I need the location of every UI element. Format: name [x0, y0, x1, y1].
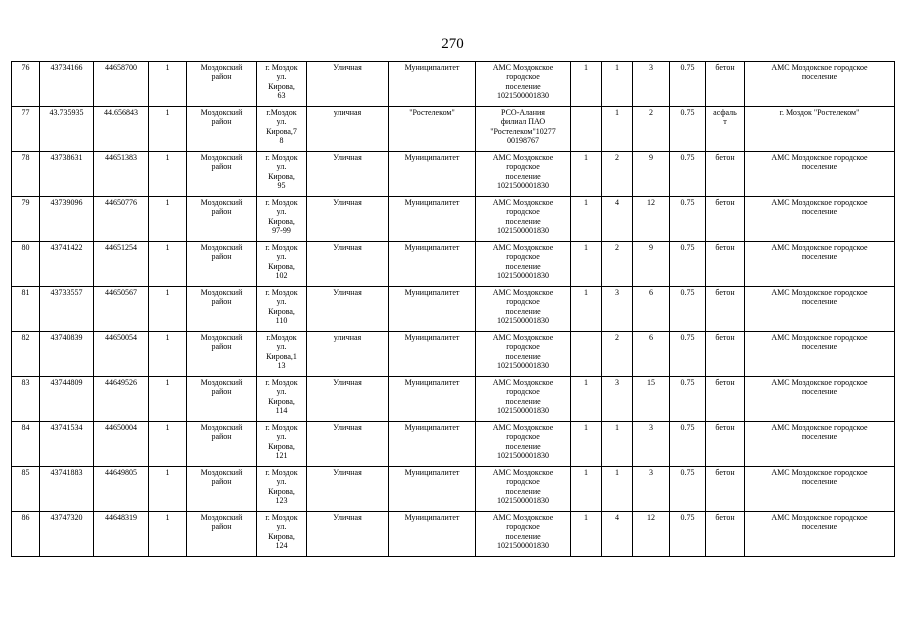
table-row [12, 242, 895, 287]
cell-index: 86 [12, 512, 40, 557]
cell-latitude: 43741883 [40, 467, 94, 512]
cell-owner-category: Муниципалитет [389, 512, 476, 557]
cell-value-c: 6 [633, 287, 670, 332]
cell-volume: 0.75 [670, 467, 706, 512]
cell-address: г. Моздок ул. Кирова, 114 [257, 377, 307, 422]
cell-longitude: 44650567 [94, 287, 149, 332]
cell-type: Уличная [307, 197, 389, 242]
cell-owner-category: Муниципалитет [389, 152, 476, 197]
cell-value-b: 1 [602, 422, 633, 467]
cell-value-c: 12 [633, 197, 670, 242]
page-number: 270 [441, 36, 464, 52]
cell-latitude: 43734166 [40, 62, 94, 107]
cell-owner-category: "Ростелеком" [389, 107, 476, 152]
cell-address: г. Моздок ул. Кирова, 110 [257, 287, 307, 332]
cell-owner: АМС Моздокское городское поселение 1021500001830 [476, 332, 571, 377]
cell-district: Моздокский район [187, 107, 257, 152]
cell-type: Уличная [307, 422, 389, 467]
cell-latitude: 43744809 [40, 377, 94, 422]
cell-latitude: 43741534 [40, 422, 94, 467]
cell-value-c: 9 [633, 242, 670, 287]
cell-district: Моздокский район [187, 197, 257, 242]
cell-index: 81 [12, 287, 40, 332]
cell-value-a: 1 [571, 377, 602, 422]
cell-responsible: АМС Моздокское городское поселение [745, 287, 895, 332]
cell-responsible: АМС Моздокское городское поселение [745, 62, 895, 107]
cell-index: 85 [12, 467, 40, 512]
cell-latitude: 43738631 [40, 152, 94, 197]
cell-address: г. Моздок ул. Кирова, 124 [257, 512, 307, 557]
cell-surface: бетон [706, 422, 745, 467]
cell-volume: 0.75 [670, 332, 706, 377]
cell-index: 79 [12, 197, 40, 242]
cell-address: г. Моздок ул. Кирова, 97-99 [257, 197, 307, 242]
cell-longitude: 44648319 [94, 512, 149, 557]
cell-count: 1 [149, 377, 187, 422]
cell-district: Моздокский район [187, 152, 257, 197]
cell-value-a: 1 [571, 152, 602, 197]
cell-owner-category: Муниципалитет [389, 287, 476, 332]
cell-latitude: 43739096 [40, 197, 94, 242]
cell-longitude: 44658700 [94, 62, 149, 107]
cell-count: 1 [149, 242, 187, 287]
cell-type: Уличная [307, 152, 389, 197]
cell-owner-category: Муниципалитет [389, 197, 476, 242]
cell-count: 1 [149, 512, 187, 557]
cell-owner-category: Муниципалитет [389, 422, 476, 467]
table-row [12, 107, 895, 152]
cell-value-b: 1 [602, 467, 633, 512]
cell-owner: РСО-Алания филиал ПАО "Ростелеком"10277 00198767 [476, 107, 571, 152]
cell-owner-category: Муниципалитет [389, 242, 476, 287]
cell-address: г.Моздок ул. Кирова,1 13 [257, 332, 307, 377]
cell-owner: АМС Моздокское городское поселение 1021500001830 [476, 512, 571, 557]
cell-longitude: 44651383 [94, 152, 149, 197]
cell-volume: 0.75 [670, 287, 706, 332]
cell-owner-category: Муниципалитет [389, 377, 476, 422]
cell-owner-category: Муниципалитет [389, 467, 476, 512]
cell-volume: 0.75 [670, 512, 706, 557]
table-row [12, 512, 895, 557]
cell-value-a: 1 [571, 197, 602, 242]
cell-surface: бетон [706, 152, 745, 197]
cell-type: Уличная [307, 377, 389, 422]
cell-surface: бетон [706, 467, 745, 512]
cell-count: 1 [149, 467, 187, 512]
cell-latitude: 43.735935 [40, 107, 94, 152]
cell-longitude: 44649805 [94, 467, 149, 512]
cell-longitude: 44650776 [94, 197, 149, 242]
cell-surface: бетон [706, 197, 745, 242]
cell-volume: 0.75 [670, 107, 706, 152]
cell-count: 1 [149, 332, 187, 377]
cell-longitude: 44651254 [94, 242, 149, 287]
cell-responsible: г. Моздок "Ростелеком" [745, 107, 895, 152]
cell-count: 1 [149, 107, 187, 152]
cell-count: 1 [149, 197, 187, 242]
cell-value-b: 4 [602, 197, 633, 242]
cell-longitude: 44650054 [94, 332, 149, 377]
cell-type: Уличная [307, 287, 389, 332]
cell-count: 1 [149, 287, 187, 332]
cell-value-b: 2 [602, 332, 633, 377]
cell-value-c: 3 [633, 62, 670, 107]
cell-latitude: 43747320 [40, 512, 94, 557]
cell-district: Моздокский район [187, 377, 257, 422]
cell-index: 76 [12, 62, 40, 107]
table-row [12, 62, 895, 107]
cell-index: 80 [12, 242, 40, 287]
cell-index: 82 [12, 332, 40, 377]
cell-value-c: 9 [633, 152, 670, 197]
cell-value-b: 2 [602, 152, 633, 197]
cell-value-a: 1 [571, 242, 602, 287]
cell-type: Уличная [307, 242, 389, 287]
cell-responsible: АМС Моздокское городское поселение [745, 332, 895, 377]
cell-volume: 0.75 [670, 377, 706, 422]
cell-district: Моздокский район [187, 512, 257, 557]
cell-responsible: АМС Моздокское городское поселение [745, 422, 895, 467]
cell-owner: АМС Моздокское городское поселение 1021500001830 [476, 287, 571, 332]
cell-type: Уличная [307, 512, 389, 557]
cell-volume: 0.75 [670, 242, 706, 287]
table-row [12, 197, 895, 242]
cell-index: 84 [12, 422, 40, 467]
cell-responsible: АМС Моздокское городское поселение [745, 377, 895, 422]
cell-value-b: 2 [602, 242, 633, 287]
cell-value-c: 6 [633, 332, 670, 377]
cell-value-c: 15 [633, 377, 670, 422]
cell-value-b: 3 [602, 377, 633, 422]
cell-district: Моздокский район [187, 467, 257, 512]
cell-value-a: 1 [571, 512, 602, 557]
cell-owner-category: Муниципалитет [389, 62, 476, 107]
cell-address: г. Моздок ул. Кирова, 63 [257, 62, 307, 107]
cell-index: 77 [12, 107, 40, 152]
cell-volume: 0.75 [670, 422, 706, 467]
cell-owner: АМС Моздокское городское поселение 1021500001830 [476, 377, 571, 422]
cell-surface: бетон [706, 242, 745, 287]
table-row [12, 152, 895, 197]
cell-volume: 0.75 [670, 62, 706, 107]
cell-value-c: 3 [633, 422, 670, 467]
cell-address: г. Моздок ул. Кирова, 102 [257, 242, 307, 287]
table-row [12, 422, 895, 467]
cell-type: Уличная [307, 467, 389, 512]
cell-responsible: АМС Моздокское городское поселение [745, 152, 895, 197]
cell-responsible: АМС Моздокское городское поселение [745, 197, 895, 242]
cell-value-a: 1 [571, 287, 602, 332]
cell-value-a: 1 [571, 62, 602, 107]
cell-type: уличная [307, 332, 389, 377]
cell-latitude: 43733557 [40, 287, 94, 332]
cell-type: Уличная [307, 62, 389, 107]
cell-responsible: АМС Моздокское городское поселение [745, 512, 895, 557]
cell-address: г. Моздок ул. Кирова, 123 [257, 467, 307, 512]
cell-address: г. Моздок ул. Кирова, 95 [257, 152, 307, 197]
registry-table [11, 61, 895, 557]
cell-longitude: 44.656843 [94, 107, 149, 152]
cell-longitude: 44650004 [94, 422, 149, 467]
cell-district: Моздокский район [187, 422, 257, 467]
cell-surface: бетон [706, 62, 745, 107]
table-row [12, 287, 895, 332]
cell-value-b: 3 [602, 287, 633, 332]
cell-index: 83 [12, 377, 40, 422]
cell-district: Моздокский район [187, 332, 257, 377]
cell-surface: бетон [706, 512, 745, 557]
table-row [12, 377, 895, 422]
cell-surface: бетон [706, 332, 745, 377]
cell-value-b: 1 [602, 62, 633, 107]
cell-value-b: 1 [602, 107, 633, 152]
cell-longitude: 44649526 [94, 377, 149, 422]
cell-value-c: 3 [633, 467, 670, 512]
cell-surface: бетон [706, 377, 745, 422]
cell-owner: АМС Моздокское городское поселение 1021500001830 [476, 467, 571, 512]
cell-surface: асфаль т [706, 107, 745, 152]
cell-address: г. Моздок ул. Кирова, 121 [257, 422, 307, 467]
cell-owner-category: Муниципалитет [389, 332, 476, 377]
cell-value-a [571, 332, 602, 377]
cell-latitude: 43740839 [40, 332, 94, 377]
cell-type: уличная [307, 107, 389, 152]
cell-value-a: 1 [571, 422, 602, 467]
cell-owner: АМС Моздокское городское поселение 1021500001830 [476, 152, 571, 197]
cell-owner: АМС Моздокское городское поселение 1021500001830 [476, 242, 571, 287]
cell-latitude: 43741422 [40, 242, 94, 287]
cell-count: 1 [149, 62, 187, 107]
cell-address: г.Моздок ул. Кирова,7 8 [257, 107, 307, 152]
cell-surface: бетон [706, 287, 745, 332]
cell-value-c: 2 [633, 107, 670, 152]
cell-count: 1 [149, 422, 187, 467]
table-row [12, 467, 895, 512]
table-row [12, 332, 895, 377]
cell-index: 78 [12, 152, 40, 197]
cell-volume: 0.75 [670, 197, 706, 242]
cell-district: Моздокский район [187, 62, 257, 107]
cell-value-a: 1 [571, 467, 602, 512]
cell-responsible: АМС Моздокское городское поселение [745, 242, 895, 287]
cell-owner: АМС Моздокское городское поселение 1021500001830 [476, 197, 571, 242]
cell-owner: АМС Моздокское городское поселение 1021500001830 [476, 422, 571, 467]
cell-value-b: 4 [602, 512, 633, 557]
cell-count: 1 [149, 152, 187, 197]
cell-owner: АМС Моздокское городское поселение 1021500001830 [476, 62, 571, 107]
cell-volume: 0.75 [670, 152, 706, 197]
cell-district: Моздокский район [187, 242, 257, 287]
cell-district: Моздокский район [187, 287, 257, 332]
cell-responsible: АМС Моздокское городское поселение [745, 467, 895, 512]
cell-value-a [571, 107, 602, 152]
cell-value-c: 12 [633, 512, 670, 557]
